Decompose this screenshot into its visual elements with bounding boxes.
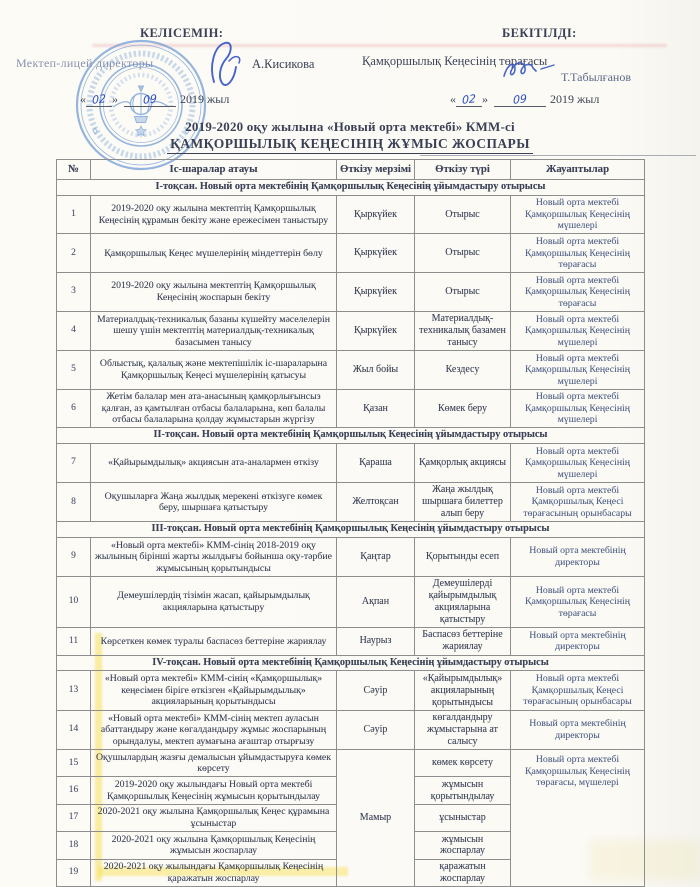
- director-role-label: Мектеп-лицей директоры: [16, 56, 154, 70]
- table-row: 4 Материалдық-техникалық базаны күшейту мәселелерін шешу үшін мектептің материалдық-техникалық базасымен танысу Қыркүйек Материалдық-техникалық базамен танысу Новый орта мектебі Қамқоршылық Кеңесінің мүшелері: [57, 311, 645, 350]
- date-month-slot: [494, 93, 546, 107]
- director-name: А.Кисикова: [252, 57, 315, 71]
- column-header-number: №: [57, 160, 91, 180]
- table-row: 9 «Новый орта мектебі» КММ-сінің 2018-2019 оқу жылының бірінші жарты жылдығы бойынша оқу-тәрбие жұмысының қорытындысы Қаңтар Қорытынды есеп Новый орта мектебінің директоры: [57, 538, 645, 577]
- approved-heading: БЕКІТІЛДІ:: [502, 26, 577, 40]
- table-row: 13 «Новый орта мектебі» КММ-сінің «Қамқоршылық» кеңесімен біріге өткізген «Қайырымдылық» акцияларының қорытындысы Сәуір «Қайырымдылық» акцияларының қорытындысы Новый орта мектебі Қамқоршылық Кеңесі төрағасының орынбасары: [57, 671, 645, 710]
- table-row: 19 2020-2021 оқу жылындағы Қамқоршылық Кеңесінің қаражатын жоспарлау қаражатын жоспарлау: [57, 859, 645, 887]
- page-title-line2: ҚАМҚОРШЫЛЫҚ КЕҢЕСІНІҢ ЖҰМЫС ЖОСПАРЫ: [167, 136, 533, 154]
- section-row: ІV-тоқсан. Новый орта мектебінің Қамқоршылық Кеңесінің ұйымдастыру отырысы: [57, 655, 645, 671]
- section-row: ІІ-тоқсан. Новый орта мектебінің Қамқоршылық Кеңесінің ұйымдастыру отырысы: [57, 428, 645, 444]
- table-row: 2 Қамқоршылық Кеңес мүшелерінің міндеттерін бөлу Қыркүйек Отырыс Новый орта мектебі Қамқоршылық Кеңесінің төрағасы: [57, 234, 645, 273]
- section-row: ІІІ-тоқсан. Новый орта мектебінің Қамқоршылық Кеңесінің ұйымдастыру отырысы: [57, 522, 645, 538]
- agree-date-line: [80, 92, 229, 107]
- page-title-line1: 2019-2020 оқу жылына «Новый орта мектебі» КММ-сі: [185, 119, 515, 134]
- column-header-term: Өткізу мерзімі: [337, 160, 415, 180]
- title-rule-line: [420, 155, 696, 156]
- quote-close: »: [482, 92, 488, 106]
- date-day-slot: [86, 93, 112, 107]
- table-row: 10 Демеушілердің тізімін жасап, қайырымдылық акцияларына қатыстыру Ақпан Демеушілерді қайырымдылық акцияларына қатыстыру Новый орта мектебі Қамқоршылық Кеңесінің төрағасы: [57, 576, 645, 627]
- handwritten-day: 02: [91, 92, 107, 107]
- date-day-slot: [456, 93, 482, 107]
- table-row: 14 «Новый орта мектебі» КММ-сінің мектеп ауласын абаттандыру және көгалдандыру жұмыс жоспарының орындалуы, мектеп аумағына ағаштар отырғызу Сәуір көгалдандыру жұмыстарына ат салысу Новый орта мектебінің директоры: [57, 710, 645, 749]
- handwritten-day: 02: [461, 92, 477, 107]
- table-header-row: [57, 160, 645, 180]
- quote-open: «: [450, 92, 456, 106]
- handwritten-month: 09: [512, 92, 528, 107]
- handwritten-month: 09: [142, 92, 158, 107]
- director-signature-icon: [205, 36, 249, 92]
- table-row: 5 Облыстық, қалалық және мектепішілік іс-шараларына Қамқоршылық Кеңесі мүшелерінің қатысуы Жыл бойы Кездесу Новый орта мектебі Қамқоршылық Кеңесінің мүшелері: [57, 351, 645, 390]
- column-header-type: Өткізу түрі: [415, 160, 511, 180]
- column-header-activity: Іс-шаралар атауы: [91, 160, 337, 180]
- table-row: 11 Көрсеткен көмек туралы баспасөз беттеріне жариялау Наурыз Баспасөз беттеріне жариялау Новый орта мектебінің директоры: [57, 627, 645, 655]
- quote-close: »: [112, 92, 118, 106]
- table-row: 15 Оқушылардың жазғы демалысын ұйымдастыруға көмек көрсету Мамыр көмек көрсету Новый орта мектебі Қамқоршылық Кеңесінің төрағасы, мүшелері: [57, 750, 645, 777]
- agree-heading: КЕЛІСЕМІН:: [140, 26, 224, 40]
- date-month-slot: [124, 93, 176, 107]
- chairman-signature-icon: [500, 58, 558, 84]
- table-row: 3 2019-2020 оқу жылына мектептің Қамқоршылық Кеңесінің жоспарын бекіту Қыркүйек Отырыс Новый орта мектебі Қамқоршылық Кеңесінің төрағасы: [57, 273, 645, 312]
- work-plan-table: [56, 159, 644, 887]
- table-row: 8 Оқушыларға Жаңа жылдық мерекені өткізуге көмек беру, шыршаға қатыстыру Желтоқсан Жаңа жылдық шыршаға билеттер алып беру Новый орта мектебі Қамқоршылық Кеңесі төрағасының орынбасары: [57, 482, 645, 521]
- date-year: 2019 жыл: [550, 92, 600, 106]
- section-row: І-тоқсан. Новый орта мектебінің Қамқоршылық Кеңесінің ұйымдастыру отырысы: [57, 179, 645, 195]
- date-year: 2019 жыл: [180, 92, 230, 106]
- quote-open: «: [80, 92, 86, 106]
- table-row: 1 2019-2020 оқу жылына мектептің Қамқоршылық Кеңесінің құрамын бекіту және ережесімен таныстыру Қыркүйек Отырыс Новый орта мектебі Қамқоршылық Кеңесінің мүшелері: [57, 195, 645, 234]
- chairman-name: Т.Табылғанов: [561, 70, 631, 84]
- chairman-role-label: Қамқоршылық Кеңесінің төрағасы: [362, 54, 548, 68]
- table-row: 18 2020-2021 оқу жылына Қамқоршылық Кеңесінің жұмысын жоспарлау жұмысын жоспарлау: [57, 832, 645, 860]
- table-row: 7 «Қайырымдылық» акциясын ата-аналармен өткізу Қараша Қамқорлық акциясы Новый орта мектебі Қамқоршылық Кеңесінің мүшелері: [57, 444, 645, 483]
- column-header-responsible: Жауаптылар: [511, 160, 645, 180]
- page-title: [56, 119, 644, 154]
- approved-date-line: [450, 92, 599, 107]
- table-row: 6 Жетім балалар мен ата-анасының қамқорлығынсыз қалған, аз қамтылған отбасы балаларына, көп балалы отбасы балаларына қолдау жұмыстарын жүргізу Қазан Көмек беру Новый орта мектебі Қамқоршылық Кеңесінің мүшелері: [57, 389, 645, 428]
- table-row: 16 2019-2020 оқу жылындағы Новый орта мектебі Қамқоршылық Кеңесінің жұмысын қорытындылау жұмысын қорытындылау: [57, 777, 645, 805]
- table-row: 17 2020-2021 оқу жылына Қамқоршылық Кеңес құрамына ұсыныстар ұсыныстар: [57, 804, 645, 831]
